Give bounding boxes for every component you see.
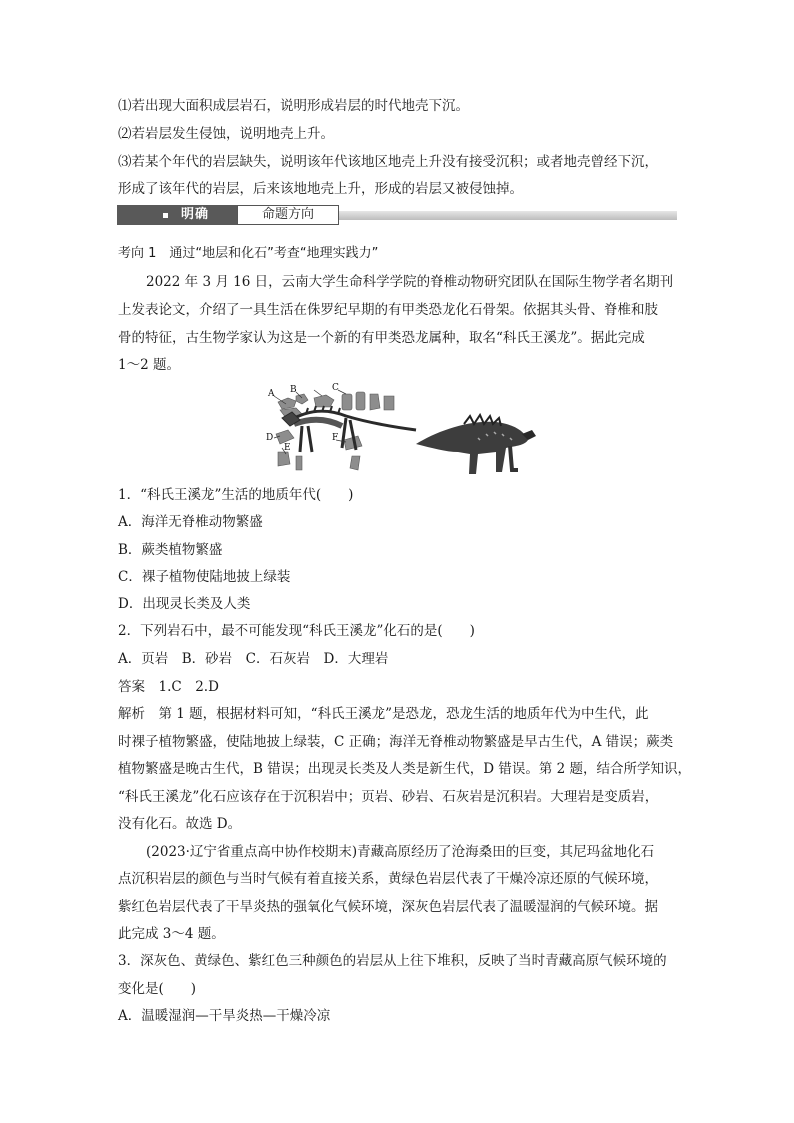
figure-label-d: D [266,433,274,443]
q2-stem: 2．下列岩石中，最不可能发现“科氏王溪龙”化石的是( ) [118,623,475,639]
fossil-illustration [266,382,538,478]
q1-option-c: C．裸子植物使陆地披上绿装 [118,569,291,585]
square-bullet-icon [163,213,168,218]
section-banner [117,205,677,225]
dinosaur-fossil-figure [266,382,538,478]
intro-point-2: ⑵若岩层发生侵蚀，说明地壳上升。 [118,126,334,142]
q1-stem: 1．“科氏王溪龙”生活的地质年代( ) [118,487,354,503]
analysis-line-4: “科氏王溪龙”化石应该存在于沉积岩中；页岩、砂岩、石灰岩是沉积岩。大理岩是变质岩， [118,789,659,805]
figure-label-a: A [268,389,275,399]
q1-option-d: D．出现灵长类及人类 [118,596,251,612]
intro-point-3-line-2: 形成了该年代的岩层，后来该地地壳上升，形成的岩层又被侵蚀掉。 [118,181,523,197]
figure-label-e: E [284,443,291,453]
q3-stem-line-2: 变化是( ) [118,981,197,997]
passage2-line-1: (2023·辽宁省重点高中协作校期末)青藏高原经历了沧海桑田的巨变，其尼玛盆地化石 [146,844,655,860]
banner-dark-block [117,205,237,225]
q1-option-b: B．蕨类植物繁盛 [118,542,223,558]
analysis-line-5: 没有化石。故选 D。 [118,816,242,832]
analysis-line-1: 解析 第 1 题，根据材料可知，“科氏王溪龙”是恐龙，恐龙生活的地质年代为中生代，此 [118,706,649,722]
passage2-line-4: 此完成 3～4 题。 [118,926,225,942]
passage1-line-2: 上发表论文，介绍了一具生活在侏罗纪早期的有甲类恐龙化石骨架。依据其头骨、脊椎和肢 [118,302,658,318]
intro-point-1: ⑴若出现大面积成层岩石，说明形成岩层的时代地壳下沉。 [118,98,469,114]
passage1-line-1: 2022 年 3 月 16 日，云南大学生命科学学院的脊椎动物研究团队在国际生物学者名期刊 [146,274,674,290]
q2-options: A．页岩 B．砂岩 C．石灰岩 D．大理岩 [118,651,389,667]
q3-stem-line-1: 3．深灰色、黄绿色、紫红色三种颜色的岩层从上往下堆积，反映了当时青藏高原气候环境的 [118,953,667,969]
passage1-line-3: 骨的特征，古生物学家认为这是一个新的有甲类恐龙属种，取名“科氏王溪龙”。据此完成 [118,330,645,346]
banner-right-label: 命题方向 [237,205,339,225]
passage2-line-2: 点沉积岩层的颜色与当时气候有着直接关系，黄绿色岩层代表了干燥冷凉还原的气候环境， [118,871,658,887]
analysis-line-2: 时裸子植物繁盛，使陆地披上绿装，C 正确；海洋无脊椎动物繁盛是早古生代，A 错误；蕨类 [118,734,674,750]
passage1-line-4: 1～2 题。 [118,357,180,373]
answer-line: 答案 1.C 2.D [118,679,219,695]
figure-label-b: B [290,385,297,395]
banner-left-label: 明确 [181,207,210,222]
q3-option-a: A．温暖湿润—干旱炎热—干燥冷凉 [118,1008,331,1024]
analysis-line-3: 植物繁盛是晚古生代，B 错误；出现灵长类及人类是新生代，D 错误。第 2 题，结合所学知识， [118,761,691,777]
passage2-line-3: 紫红色岩层代表了干旱炎热的强氧化气候环境，深灰色岩层代表了温暖湿润的气候环境。据 [118,899,658,915]
figure-label-c: C [332,383,339,393]
intro-point-3-line-1: ⑶若某个年代的岩层缺失，说明该年代该地区地壳上升没有接受沉积；或者地壳曾经下沉， [118,154,658,170]
q1-option-a: A．海洋无脊椎动物繁盛 [118,514,263,530]
kaoxiang-heading: 考向 1 通过“地层和化石”考查“地理实践力” [118,246,379,261]
banner-rule [339,211,677,220]
figure-label-f: F [332,433,339,443]
